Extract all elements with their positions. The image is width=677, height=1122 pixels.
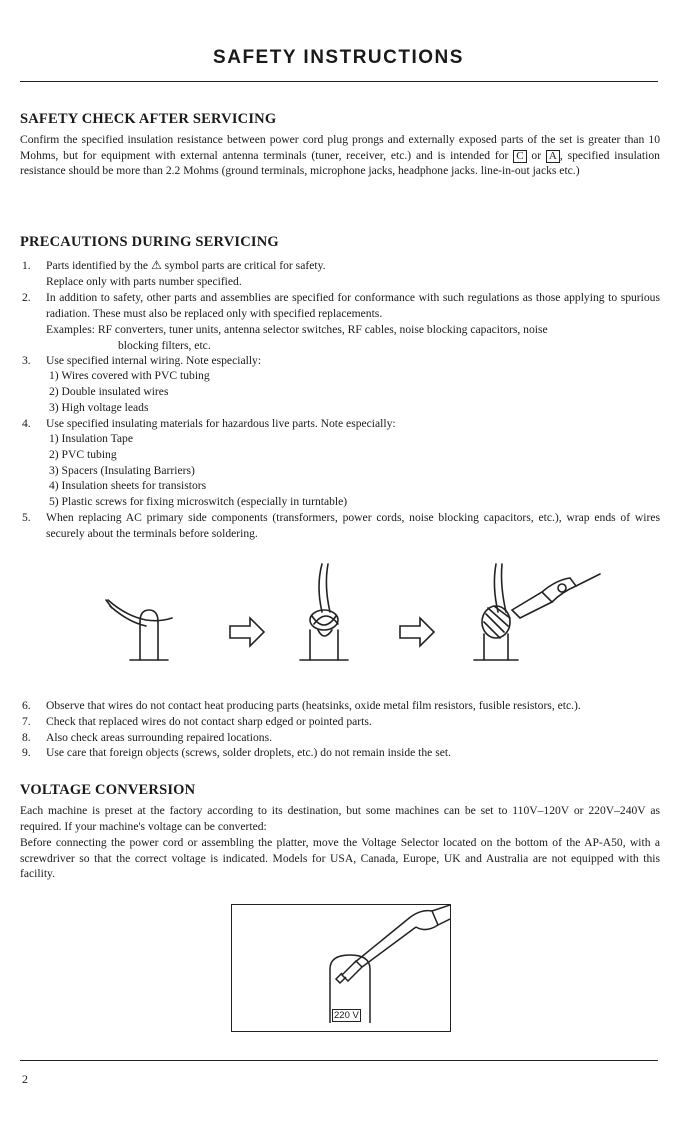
safety-check-text-1: Confirm the specified insulation resistance between power cord plug prongs and externally exposed parts of the set is greater than 10 Mohms, but for equipment with external antenna terminals (tuner, receiver, etc.) and is intended for [20,133,660,162]
item-1-text-a: Parts identified by the [46,259,149,272]
warning-triangle-icon: ⚠ [150,258,162,272]
item-1-text-b: symbol parts are critical for safety. [164,259,326,272]
voltage-paragraph-1: Each machine is preset at the factory according to its destination, but some machines can be set to 110V–120V or 220V–240V as required. If your machine's voltage can be converted: [20,804,660,833]
bottom-rule [20,1060,658,1061]
stage-2-wrapped-terminal-icon [300,564,348,660]
item-7-text: Check that replaced wires do not contact sharp edged or pointed parts. [46,715,372,728]
voltage-selector-label: 220 V [334,1010,359,1021]
page-number: 2 [22,1072,28,1086]
safety-check-text-2: , specified insulation resistance should be more than 2.2 Mohms (ground terminals, microphone jacks, headphone jacks. line-in-out jacks etc.) [20,148,660,178]
item-8-text: Also check areas surrounding repaired locations. [46,731,272,744]
arrow-right-icon-1 [230,618,264,646]
item-5-number: 5. [22,511,31,524]
safety-check-heading: SAFETY CHECK AFTER SERVICING [20,111,277,127]
item-1-text [46,258,326,274]
item-3-sub-3: 3) High voltage leads [49,401,149,414]
item-2-examples: Examples: RF converters, tuner units, antenna selector switches, RF cables, noise blocking capacitors, noise [46,323,548,336]
arrow-right-icon-2 [400,618,434,646]
item-6-number: 6. [22,699,31,712]
item-4-sub-4: 4) Insulation sheets for transistors [49,479,207,492]
item-2-text: In addition to safety, other parts and assemblies are specified for conformance with such regulations as those applying to spurious radiation. These must also be replaced only with specified replacements. [46,291,660,320]
item-8-number: 8. [22,731,31,744]
item-6-text: Observe that wires do not contact heat producing parts (heatsinks, oxide metal film resistors, fusible resistors, etc.). [46,699,581,712]
voltage-heading: VOLTAGE CONVERSION [20,782,196,798]
safety-check-paragraph [20,132,660,179]
item-1-line-2: Replace only with parts number specified. [46,275,242,288]
item-2-examples-cont: blocking filters, etc. [118,339,211,352]
item-2-number: 2. [22,291,31,304]
item-3-text: Use specified internal wiring. Note especially: [46,354,262,367]
voltage-paragraph-2: Before connecting the power cord or assembling the platter, move the Voltage Selector located on the bottom of the AP-A50, with a screwdriver so that the correct voltage is indicated. Models for USA, Canada, Europe, UK and Australia are not equipped with this facility. [20,836,660,881]
item-7-number: 7. [22,715,31,728]
item-3-sub-2: 2) Double insulated wires [49,385,169,398]
item-3-number: 3. [22,354,31,367]
top-rule [20,81,658,82]
page-title: SAFETY INSTRUCTIONS [213,47,464,68]
precautions-heading: PRECAUTIONS DURING SERVICING [20,234,279,250]
item-4-sub-5: 5) Plastic screws for fixing microswitch (especially in turntable) [49,495,348,508]
or-text: or [531,148,542,162]
item-4-sub-3: 3) Spacers (Insulating Barriers) [49,464,195,477]
item-5-text: When replacing AC primary side components (transformers, power cords, noise blocking capacitors, etc.), wrap ends of wires securely about the terminals before soldering. [46,511,660,540]
item-4-sub-2: 2) PVC tubing [49,448,117,461]
item-9-text: Use care that foreign objects (screws, solder droplets, etc.) do not remain inside the set. [46,746,452,759]
stage-1-terminal-icon [106,600,172,660]
wire-wrapping-diagram [100,556,620,668]
item-4-text: Use specified insulating materials for hazardous live parts. Note especially: [46,417,396,430]
item-3-sub-1: 1) Wires covered with PVC tubing [49,369,210,382]
stage-3-soldered-terminal-icon [474,564,600,660]
item-1-number: 1. [22,259,31,272]
item-4-sub-1: 1) Insulation Tape [49,432,133,445]
class-c-box: C [513,150,526,163]
item-9-number: 9. [22,746,31,759]
item-4-number: 4. [22,417,31,430]
voltage-selector-figure [231,904,451,1032]
class-a-box: A [546,150,560,163]
